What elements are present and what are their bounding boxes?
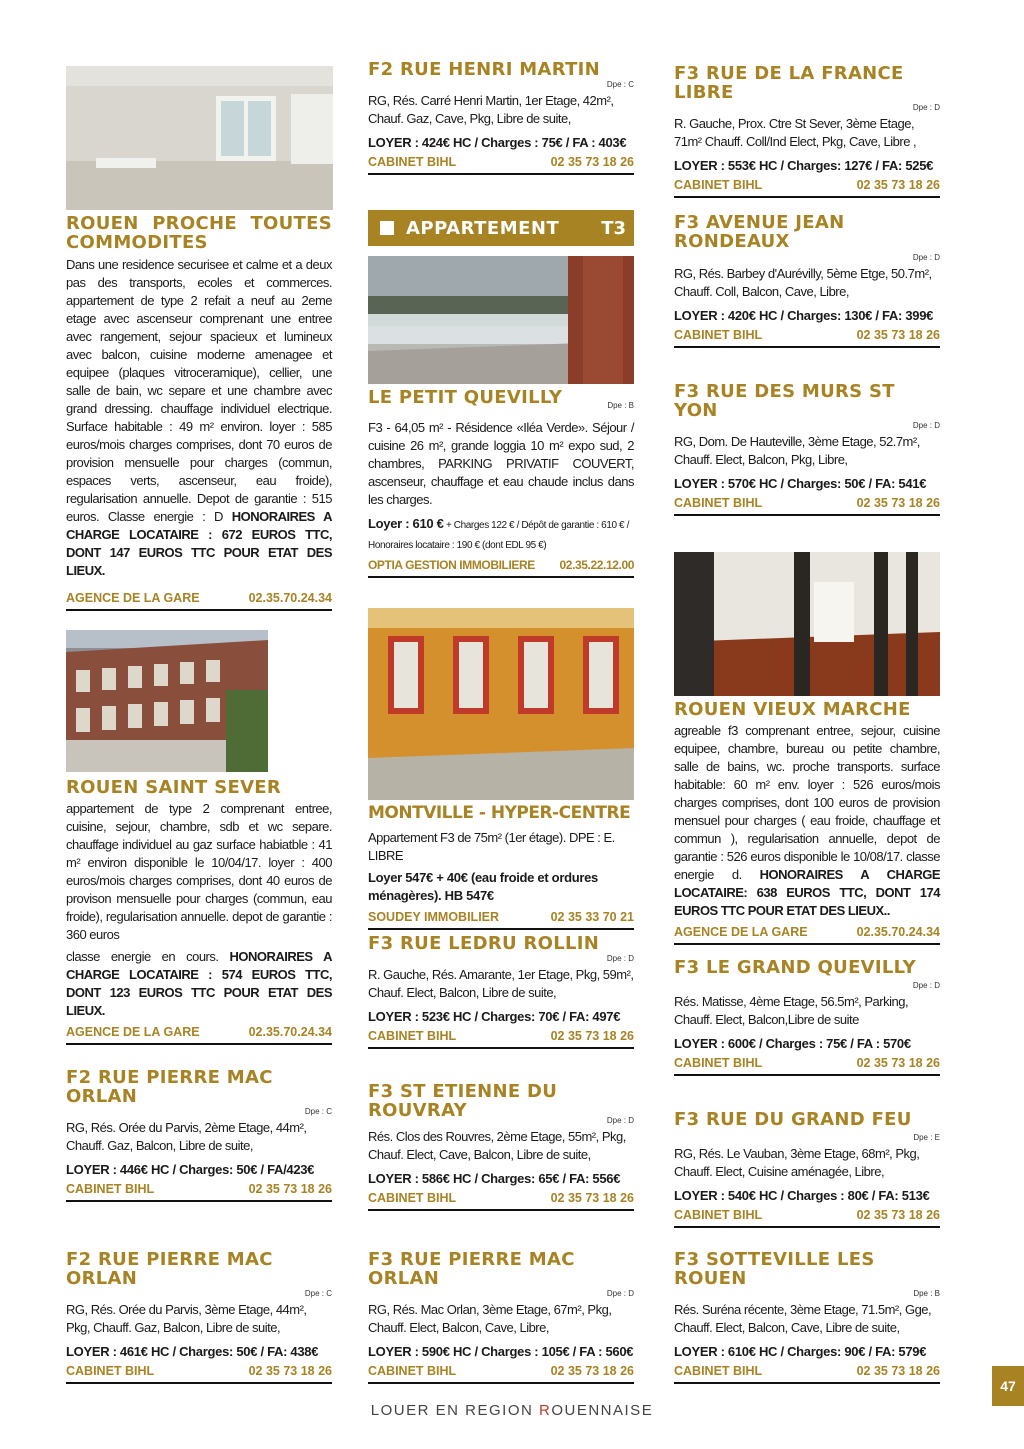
agency-name: CABINET BIHL bbox=[674, 1056, 763, 1070]
section-band-appartement bbox=[368, 210, 634, 246]
agency-phone: 02 35 33 70 21 bbox=[550, 910, 634, 924]
ad-rouen-proche bbox=[66, 214, 332, 611]
agency-name: CABINET BIHL bbox=[368, 1029, 457, 1043]
page-footer-title bbox=[0, 1402, 1024, 1419]
agency-name: CABINET BIHL bbox=[368, 1191, 457, 1205]
ad-dpe: Dpe : C bbox=[606, 80, 634, 89]
agency-name: AGENCE DE LA GARE bbox=[66, 1025, 200, 1039]
agency-phone: 02 35 73 18 26 bbox=[856, 496, 940, 510]
agency-phone: 02 35 73 18 26 bbox=[550, 1191, 634, 1205]
agency-phone: 02 35 73 18 26 bbox=[856, 1208, 940, 1222]
agency-name: CABINET BIHL bbox=[674, 496, 763, 510]
ad-dpe: Dpe : D bbox=[606, 1116, 634, 1125]
ad-footer bbox=[368, 154, 634, 175]
ad-description: RG, Dom. De Hauteville, 3ème Etage, 52.7m², Chauff. Elect, Balcon, Pkg, Libre, bbox=[674, 434, 920, 467]
ad-grand-quevilly bbox=[674, 958, 940, 1076]
ad-ledru-rollin bbox=[368, 934, 634, 1049]
photo-rouen-proche bbox=[66, 66, 333, 210]
ad-energy-class: classe energie en cours. bbox=[66, 949, 219, 964]
ad-rent: LOYER : 586€ HC / Charges: 65€ / FA: 556€ bbox=[368, 1171, 621, 1186]
ad-description: F3 - 64,05 m² - Résidence «Iléa Verde». Séjour / cuisine 26 m², grande loggia 10 m² expo sud, 2 chambres, PARKING PRIVATIF COUVERT, ascenseur, chauffage et eau chaude inclus dans les charges. bbox=[368, 420, 634, 507]
ad-body bbox=[66, 948, 332, 1020]
ad-dpe: Dpe : C bbox=[304, 1107, 332, 1116]
ad-rent: LOYER : 446€ HC / Charges: 50€ / FA/423€ bbox=[66, 1162, 315, 1177]
ad-title: ROUEN VIEUX MARCHE bbox=[674, 699, 911, 720]
ad-footer bbox=[674, 177, 940, 198]
ad-f3-mac-orlan bbox=[368, 1250, 634, 1384]
ad-description: RG, Rés. Barbey d'Aurévilly, 5ème Etge, 50.7m², Chauff. Coll, Balcon, Cave, Libre, bbox=[674, 266, 932, 299]
ad-title: F3 RUE DU GRAND FEU bbox=[674, 1109, 912, 1130]
ad-footer bbox=[368, 909, 634, 930]
ad-footer bbox=[674, 1363, 940, 1384]
ad-dpe: Dpe : D bbox=[606, 1289, 634, 1298]
section-type: T3 bbox=[601, 217, 626, 239]
ad-title: F2 RUE PIERRE MAC ORLAN bbox=[66, 1067, 273, 1107]
agency-name: AGENCE DE LA GARE bbox=[674, 925, 808, 939]
agency-name: SOUDEY IMMOBILIER bbox=[368, 910, 500, 924]
ad-description: Rés. Clos des Rouvres, 2ème Etage, 55m², Pkg, Chauf. Elect, Cave, Balcon, Libre de suite, bbox=[368, 1129, 626, 1162]
ad-rent: Loyer 547€ + 40€ (eau froide et ordures ménagères). HB 547€ bbox=[368, 870, 598, 903]
ad-rent: LOYER : 590€ HC / Charges : 105€ / FA : 560€ bbox=[368, 1344, 634, 1359]
agency-name: CABINET BIHL bbox=[674, 328, 763, 342]
ad-rent bbox=[368, 515, 634, 555]
ad-title: F3 ST ETIENNE DU ROUVRAY bbox=[368, 1081, 558, 1121]
ad-fees: HONORAIRES A CHARGE LOCATAIRE : 672 EUROS TTC, DONT 147 EUROS TTC POUR ETAT DES LIEUX. bbox=[66, 509, 332, 578]
ad-title: F3 RUE DES MURS ST YON bbox=[674, 381, 895, 421]
ad-footer bbox=[66, 1024, 332, 1045]
ad-france-libre bbox=[674, 64, 940, 198]
agency-name: OPTIA GESTION IMMOBILIERE bbox=[368, 558, 535, 572]
ad-description: R. Gauche, Prox. Ctre St Sever, 3ème Etage, 71m² Chauff. Coll/Ind Elect, Pkg, Cave, Libre , bbox=[674, 116, 917, 149]
agency-phone: 02 35 73 18 26 bbox=[550, 155, 634, 169]
ad-title: F3 SOTTEVILLE LES ROUEN bbox=[674, 1249, 875, 1289]
ad-description: RG, Rés. Carré Henri Martin, 1er Etage, 42m², Chauf. Gaz, Cave, Pkg, Libre de suite, bbox=[368, 93, 614, 126]
ad-vieux-marche bbox=[674, 700, 940, 945]
footer-title-accent: R bbox=[539, 1402, 552, 1419]
ad-rent: LOYER : 424€ HC / Charges : 75€ / FA : 403€ bbox=[368, 135, 627, 150]
ad-title: F2 RUE PIERRE MAC ORLAN bbox=[66, 1249, 273, 1289]
ad-title: ROUEN PROCHE TOUTES COMMODITES bbox=[66, 213, 332, 253]
ad-description: RG, Rés. Orée du Parvis, 2ème Etage, 44m², Chauff. Gaz, Balcon, Libre de suite, bbox=[66, 1120, 307, 1153]
ad-dpe: Dpe : E bbox=[913, 1133, 940, 1142]
ad-montville bbox=[368, 804, 634, 930]
agency-phone: 02 35 73 18 26 bbox=[856, 1364, 940, 1378]
footer-title-part1: LOUER EN REGION bbox=[370, 1402, 539, 1419]
photo-vieux-marche bbox=[674, 552, 940, 696]
ad-footer bbox=[674, 1207, 940, 1228]
ad-title: F2 RUE HENRI MARTIN bbox=[368, 59, 601, 80]
ad-rent: LOYER : 553€ HC / Charges: 127€ / FA: 525€ bbox=[674, 158, 934, 173]
ad-description: Dans une residence securisee et calme et a deux pas des transports, ecoles et commerces. appartement de type 2 refait a neuf au 2eme etage avec ascenseur comprenant une entree avec rangement, sejour spacieux et lumineux avec balcon, cuisine moderne amenagee et equipee (plaques vitroceramique), cellier, une salle de bain, wc separe et une chambre avec grand dressing. chauffage individuel electrique. Surface habitable : 49 m² environ. loyer : 585 euros/mois charges comprises, dont 70 euros de provision mensuelle pour charges (commun, espaces verts, ascenseur, eau froide), regularisation annuelle. Depot de garantie : 515 euros. Classe energie : D bbox=[66, 257, 332, 524]
photo-rouen-saint-sever bbox=[66, 630, 268, 772]
ad-rent: LOYER : 523€ HC / Charges: 70€ / FA: 497€ bbox=[368, 1009, 621, 1024]
ad-description: Rés. Matisse, 4ème Etage, 56.5m², Parking, Chauff. Elect, Balcon,Libre de suite bbox=[674, 994, 909, 1027]
ad-description: R. Gauche, Rés. Amarante, 1er Etage, Pkg, 59m², Chauf. Elect, Balcon, Libre de suite, bbox=[368, 967, 634, 1000]
agency-phone: 02 35 73 18 26 bbox=[550, 1029, 634, 1043]
agency-name: CABINET BIHL bbox=[368, 1364, 457, 1378]
ad-f2-mac-orlan-1 bbox=[66, 1068, 332, 1202]
agency-phone: 02 35 73 18 26 bbox=[856, 328, 940, 342]
agency-phone: 02.35.70.24.34 bbox=[248, 1025, 332, 1039]
ad-dpe: Dpe : B bbox=[913, 1289, 940, 1298]
square-icon bbox=[380, 221, 394, 235]
ad-rent: LOYER : 610€ HC / Charges: 90€ / FA: 579€ bbox=[674, 1344, 927, 1359]
ad-description: Appartement F3 de 75m² (1er étage). DPE : E. LIBRE bbox=[368, 830, 615, 863]
agency-name: CABINET BIHL bbox=[674, 178, 763, 192]
ad-title: F3 RUE PIERRE MAC ORLAN bbox=[368, 1249, 575, 1289]
ad-description: appartement de type 2 comprenant entree, cuisine, sejour, chambre, sdb et wc separe. chauffage individuel au gaz surface habiatble : 41 m² environ disponible le 10/04/17. loyer : 400 euros/mois charges comprises, dont 40 euros de provison mensuelle pour charges (commun, eau froide), regularisation annuelle. depot de garantie : 360 euros bbox=[66, 801, 332, 942]
ad-footer bbox=[674, 1055, 940, 1076]
agency-phone: 02 35 73 18 26 bbox=[550, 1364, 634, 1378]
agency-phone: 02 35 73 18 26 bbox=[248, 1364, 332, 1378]
section-label: APPARTEMENT bbox=[406, 217, 560, 239]
ad-body bbox=[674, 722, 940, 920]
agency-name: CABINET BIHL bbox=[66, 1182, 155, 1196]
ad-body bbox=[66, 256, 332, 580]
agency-name: AGENCE DE LA GARE bbox=[66, 591, 200, 605]
ad-rent: LOYER : 570€ HC / Charges: 50€ / FA: 541€ bbox=[674, 476, 927, 491]
agency-name: CABINET BIHL bbox=[66, 1364, 155, 1378]
ad-footer bbox=[368, 557, 634, 578]
ad-dpe: Dpe : D bbox=[912, 253, 940, 262]
ad-description: RG, Rés. Orée du Parvis, 3ème Etage, 44m², Pkg, Chauff. Gaz, Balcon, Libre de suite, bbox=[66, 1302, 307, 1335]
rent-amount: Loyer : 610 € bbox=[368, 516, 444, 531]
ad-footer bbox=[66, 590, 332, 611]
ad-rent: LOYER : 420€ HC / Charges: 130€ / FA: 399€ bbox=[674, 308, 934, 323]
ad-petit-quevilly bbox=[368, 388, 634, 578]
ad-f2-mac-orlan-2 bbox=[66, 1250, 332, 1384]
ad-description: agreable f3 comprenant entree, sejour, cuisine equipee, chambre, bureau ou petite chambre, salle de bains, wc. proche transports. surface habitable: 60 m² env. loyer : 526 euros/mois charges comprises, dont 100 euros de provision mensuel pour charges ( eau froide, chauffage et commun ), regularisation annuelle, depot de garantie : 526 euros disponible le 10/08/17. classe energie d. bbox=[674, 723, 940, 882]
ad-title: F3 LE GRAND QUEVILLY bbox=[674, 957, 916, 978]
ad-rent: LOYER : 461€ HC / Charges: 50€ / FA: 438€ bbox=[66, 1344, 319, 1359]
agency-phone: 02 35 73 18 26 bbox=[856, 178, 940, 192]
ad-title: MONTVILLE - HYPER-CENTRE bbox=[368, 803, 631, 823]
photo-montville bbox=[368, 608, 634, 800]
ad-title: LE PETIT QUEVILLY bbox=[368, 387, 563, 408]
agency-phone: 02.35.70.24.34 bbox=[856, 925, 940, 939]
ad-jean-rondeaux bbox=[674, 213, 940, 348]
ad-dpe: Dpe : D bbox=[912, 103, 940, 112]
agency-name: CABINET BIHL bbox=[674, 1208, 763, 1222]
ad-sotteville bbox=[674, 1250, 940, 1384]
ad-footer bbox=[674, 924, 940, 945]
ad-description: RG, Rés. Le Vauban, 3ème Etage, 68m², Pkg, Chauff. Elect, Cuisine aménagée, Libre, bbox=[674, 1146, 920, 1179]
photo-petit-quevilly bbox=[368, 256, 634, 384]
ad-description: Rés. Suréna récente, 3ème Etage, 71.5m², Gge, Chauff. Elect, Balcon, Cave, Libre de suite, bbox=[674, 1302, 932, 1335]
ad-dpe: Dpe : C bbox=[304, 1289, 332, 1298]
footer-title-part2: OUENNAISE bbox=[551, 1402, 654, 1419]
ad-fees: HONORAIRES A CHARGE LOCATAIRE: 638 EUROS TTC, DONT 174 EUROS TTC POUR ETAT DES LIEUX.. bbox=[674, 867, 940, 918]
ad-murs-st-yon bbox=[674, 382, 940, 516]
agency-phone: 02 35 73 18 26 bbox=[856, 1056, 940, 1070]
ad-rouen-saint-sever bbox=[66, 778, 332, 1045]
ad-dpe: Dpe : B bbox=[607, 401, 634, 410]
agency-phone: 02 35 73 18 26 bbox=[248, 1182, 332, 1196]
ad-dpe: Dpe : D bbox=[606, 954, 634, 963]
ad-title: ROUEN SAINT SEVER bbox=[66, 777, 282, 798]
ad-description: RG, Rés. Mac Orlan, 3ème Etage, 67m², Pkg, Chauff. Elect, Balcon, Cave, Libre, bbox=[368, 1302, 612, 1335]
ad-grand-feu bbox=[674, 1110, 940, 1228]
ad-footer bbox=[674, 495, 940, 516]
ad-title: F3 RUE DE LA FRANCE LIBRE bbox=[674, 63, 904, 103]
rent-details: + Charges 122 € / Dépôt de garantie : 610 € / Honoraires locataire : 190 € (dont EDL 95 €) bbox=[368, 520, 629, 551]
ad-footer bbox=[368, 1028, 634, 1049]
agency-phone: 02.35.22.12.00 bbox=[559, 558, 634, 572]
ad-footer bbox=[66, 1181, 332, 1202]
ad-f2-henri-martin bbox=[368, 60, 634, 175]
agency-name: CABINET BIHL bbox=[674, 1364, 763, 1378]
ad-footer bbox=[368, 1190, 634, 1211]
ad-st-etienne bbox=[368, 1082, 634, 1211]
page-number: 47 bbox=[992, 1366, 1024, 1406]
ad-dpe: Dpe : D bbox=[912, 421, 940, 430]
ad-rent: LOYER : 600€ / Charges : 75€ / FA : 570€ bbox=[674, 1036, 911, 1051]
ad-title: F3 AVENUE JEAN RONDEAUX bbox=[674, 212, 845, 252]
ad-footer bbox=[368, 1363, 634, 1384]
agency-name: CABINET BIHL bbox=[368, 155, 457, 169]
ad-footer bbox=[66, 1363, 332, 1384]
ad-fees: HONORAIRES A CHARGE LOCATAIRE : 574 EUROS TTC, DONT 123 EUROS TTC POUR ETAT DES LIEUX. bbox=[66, 949, 332, 1018]
ad-title: F3 RUE LEDRU ROLLIN bbox=[368, 933, 600, 954]
ad-rent: LOYER : 540€ HC / Charges : 80€ / FA: 513€ bbox=[674, 1188, 930, 1203]
ad-dpe: Dpe : D bbox=[912, 981, 940, 990]
agency-phone: 02.35.70.24.34 bbox=[248, 591, 332, 605]
ad-footer bbox=[674, 327, 940, 348]
